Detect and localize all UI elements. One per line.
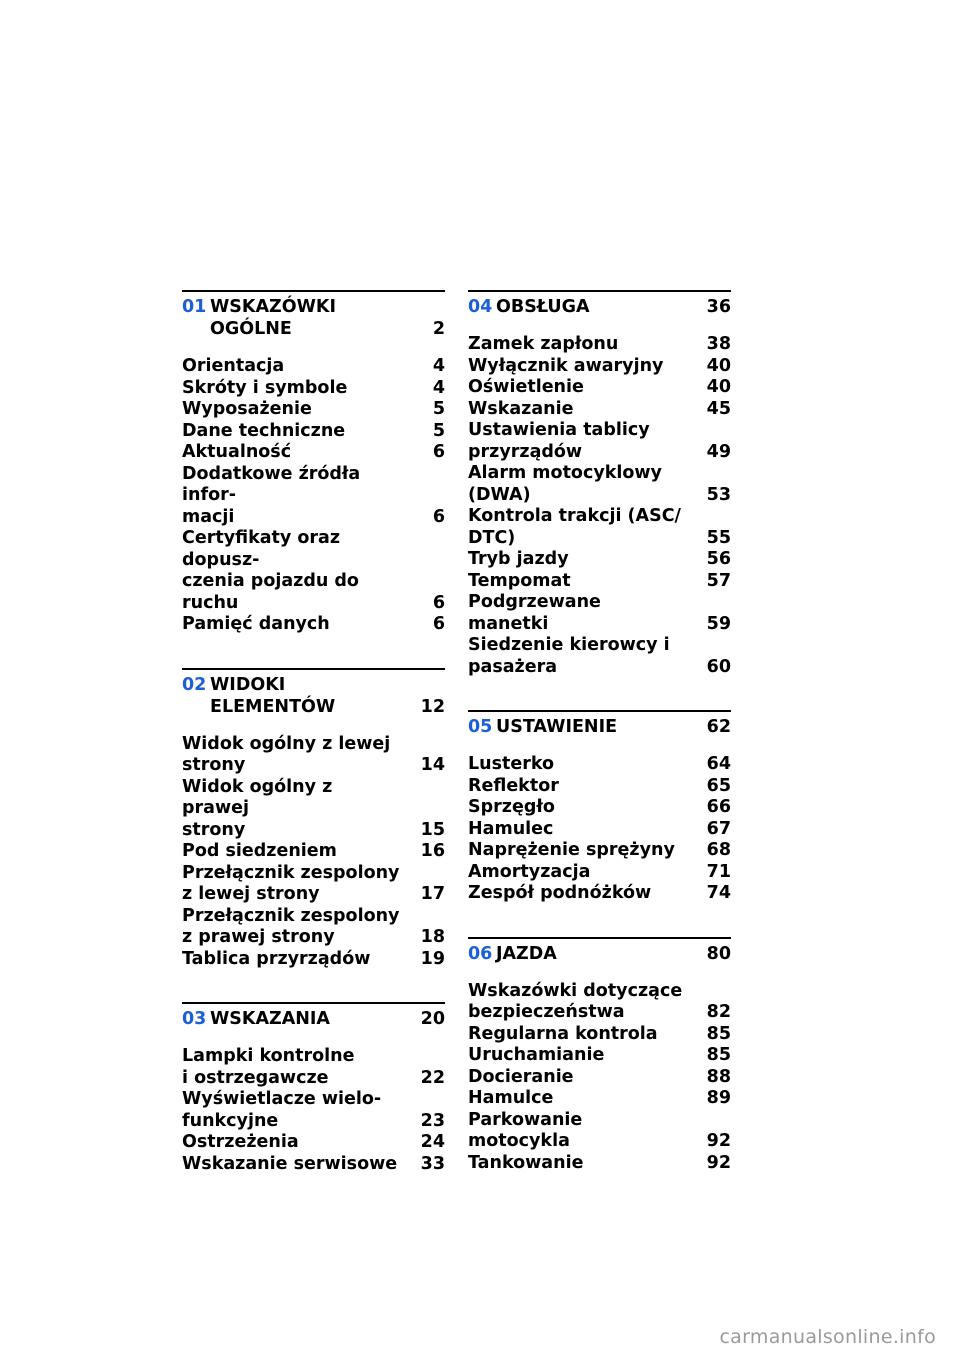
toc-entry-page: 53: [706, 484, 731, 505]
section-page-number: 20: [420, 1009, 445, 1029]
toc-section-04: [468, 290, 731, 678]
toc-entry-page: 38: [706, 334, 731, 354]
toc-entry[interactable]: [182, 1132, 445, 1154]
toc-entry-label: Przełącznik zespolony z prawej strony: [182, 905, 400, 947]
toc-entry[interactable]: [182, 1154, 445, 1176]
toc-entry-page: 40: [706, 355, 731, 376]
toc-entry-label: Regularna kontrola: [468, 1023, 658, 1044]
toc-entry[interactable]: [182, 863, 445, 906]
watermark: carmanualsonline.info: [719, 1326, 936, 1348]
toc-entry[interactable]: [468, 981, 731, 1024]
toc-entry-label: Lampki kontrolne i ostrzegawcze: [182, 1046, 355, 1088]
toc-entry[interactable]: [468, 635, 731, 678]
toc-entry[interactable]: [182, 356, 445, 378]
toc-entry-page: 64: [706, 754, 731, 774]
toc-entry-page: 4: [432, 377, 445, 398]
toc-entry-page: 6: [432, 506, 445, 527]
toc-entry-page: 55: [706, 527, 731, 548]
toc-entry-label: Wyłącznik awaryjny: [468, 355, 664, 376]
toc-entry-label: Naprężenie sprężyny: [468, 840, 675, 860]
toc-entry-page: 82: [706, 1002, 731, 1022]
toc-entry-page: 6: [432, 442, 445, 462]
toc-entry[interactable]: [468, 883, 731, 905]
toc-entry-page: 15: [420, 819, 445, 840]
toc-entry-page: 6: [432, 592, 445, 613]
toc-entry-label: Wskazówki dotyczące bezpieczeństwa: [468, 980, 683, 1022]
toc-entry-page: 74: [706, 883, 731, 903]
section-heading[interactable]: [182, 1008, 445, 1030]
toc-entry[interactable]: [468, 420, 731, 463]
toc-entry[interactable]: [468, 819, 731, 841]
toc-entry-page: 45: [706, 398, 731, 419]
toc-column-left: [182, 290, 445, 1207]
section-page-number: 12: [420, 696, 445, 717]
toc-entry-label: Sprzęgło: [468, 797, 555, 817]
section-page-number: 36: [706, 297, 731, 317]
toc-entry[interactable]: [468, 463, 731, 506]
toc-entry[interactable]: [182, 777, 445, 842]
toc-entry-label: Widok ogólny z prawej strony: [182, 776, 333, 840]
toc-entry-page: 85: [706, 1023, 731, 1044]
toc-entry-label: Zamek zapłonu: [468, 334, 619, 354]
toc-entry-label: Podgrzewane manetki: [468, 592, 601, 634]
section-number: 02: [182, 674, 207, 695]
section-page-number: 2: [432, 319, 445, 339]
toc-entry[interactable]: [468, 592, 731, 635]
toc-entry-page: 88: [706, 1066, 731, 1087]
toc-entry-page: 57: [706, 570, 731, 591]
section-page-number: 80: [706, 943, 731, 964]
toc-entry-label: Wyposażenie: [182, 399, 312, 419]
toc-entry-label: Pamięć danych: [182, 614, 330, 634]
toc-section-05: [468, 710, 731, 905]
section-heading[interactable]: [182, 296, 445, 340]
toc-entry[interactable]: [468, 1153, 731, 1175]
toc-entry-label: Aktualność: [182, 442, 292, 462]
toc-entry[interactable]: [468, 1067, 731, 1089]
toc-entry-page: 56: [706, 549, 731, 569]
toc-entry-label: Lusterko: [468, 754, 555, 774]
toc-entry-page: 6: [432, 614, 445, 634]
toc-entry-page: 85: [706, 1045, 731, 1065]
toc-entry[interactable]: [182, 464, 445, 529]
toc-entry-page: 19: [420, 948, 445, 969]
toc-entry[interactable]: [182, 528, 445, 614]
toc-entry[interactable]: [468, 1024, 731, 1046]
section-number: 01: [182, 297, 207, 317]
toc-entry-page: 4: [432, 356, 445, 376]
toc-entry-label: Skróty i symbole: [182, 377, 348, 398]
toc-entry[interactable]: [182, 734, 445, 777]
toc-entry[interactable]: [182, 614, 445, 636]
toc-entry-page: 92: [706, 1131, 731, 1151]
toc-entry[interactable]: [468, 840, 731, 862]
toc-entry-label: Tryb jazdy: [468, 549, 569, 569]
toc-entry-label: Dane techniczne: [182, 420, 346, 441]
toc-entry[interactable]: [468, 399, 731, 421]
toc-entry-label: Tablica przyrządów: [182, 948, 371, 969]
toc-entry[interactable]: [182, 841, 445, 863]
section-title: USTAWIENIE: [496, 717, 618, 737]
toc-entry[interactable]: [182, 949, 445, 971]
toc-entry[interactable]: [182, 1089, 445, 1132]
toc-entry[interactable]: [468, 549, 731, 571]
toc-entry-page: 67: [706, 818, 731, 839]
toc-entry-page: 23: [420, 1110, 445, 1131]
toc-entry-label: Uruchamianie: [468, 1045, 605, 1065]
toc-entry-page: 66: [706, 797, 731, 817]
toc-entry-label: Hamulec: [468, 818, 554, 839]
toc-entry[interactable]: [468, 776, 731, 798]
toc-section-03: [182, 1002, 445, 1175]
toc-entry[interactable]: [182, 421, 445, 443]
section-title: WIDOKI ELEMENTÓW: [210, 674, 336, 717]
section-heading[interactable]: [182, 674, 445, 718]
toc-entry-label: Tempomat: [468, 570, 571, 591]
toc-entry[interactable]: [182, 442, 445, 464]
section-title: OBSŁUGA: [496, 297, 590, 317]
section-title: WSKAZANIA: [210, 1009, 330, 1029]
toc-column-right: [468, 290, 731, 1206]
toc-entry-label: Wyświetlacze wielo- funkcyjne: [182, 1089, 382, 1131]
toc-entry-label: Amortyzacja: [468, 861, 591, 882]
toc-entry-label: Alarm motocyklowy (DWA): [468, 463, 662, 505]
toc-entry-label: Docieranie: [468, 1066, 574, 1087]
toc-entry-label: Siedzenie kierowcy i pasażera: [468, 635, 670, 677]
toc-entry-label: Przełącznik zespolony z lewej strony: [182, 862, 400, 904]
toc-entry-page: 14: [420, 755, 445, 775]
toc-entry-label: Reflektor: [468, 775, 559, 796]
toc-entry-label: Ostrzeżenia: [182, 1132, 299, 1152]
toc-entry-page: 5: [432, 420, 445, 441]
toc-entry-label: Hamulce: [468, 1088, 554, 1108]
toc-entry-label: Oświetlenie: [468, 377, 584, 397]
toc-entry-label: Orientacja: [182, 356, 285, 376]
toc-entry-label: Wskazanie: [468, 398, 574, 419]
toc-entry-page: 68: [706, 840, 731, 860]
section-heading[interactable]: [468, 943, 731, 965]
section-number: 03: [182, 1009, 207, 1029]
toc-entry[interactable]: [468, 506, 731, 549]
toc-section-01: [182, 290, 445, 636]
section-number: 05: [468, 717, 493, 737]
toc-entry[interactable]: [468, 1110, 731, 1153]
toc-section-02: [182, 668, 445, 971]
toc-entry-label: Wskazanie serwisowe: [182, 1153, 398, 1174]
toc-entry[interactable]: [468, 862, 731, 884]
toc-entry[interactable]: [468, 377, 731, 399]
toc-entry[interactable]: [468, 571, 731, 593]
toc-entry-page: 65: [706, 775, 731, 796]
toc-entry-page: 89: [706, 1088, 731, 1108]
toc-entry[interactable]: [468, 356, 731, 378]
toc-entry-label: Tankowanie: [468, 1152, 584, 1173]
toc-entry[interactable]: [468, 1088, 731, 1110]
toc-entry-page: 22: [420, 1067, 445, 1088]
toc-entry[interactable]: [468, 334, 731, 356]
toc-entry-page: 60: [706, 656, 731, 677]
toc-entry-page: 49: [706, 441, 731, 462]
toc-entry[interactable]: [182, 1046, 445, 1089]
section-page-number: 62: [706, 717, 731, 737]
toc-entry[interactable]: [468, 754, 731, 776]
toc-entry-page: 33: [420, 1153, 445, 1174]
toc-entry-page: 59: [706, 613, 731, 634]
toc-entry-label: Zespół podnóżków: [468, 883, 652, 903]
toc-entry[interactable]: [182, 906, 445, 949]
toc-section-06: [468, 937, 731, 1175]
toc-entry[interactable]: [468, 797, 731, 819]
section-heading[interactable]: [468, 296, 731, 318]
toc-entry-page: 40: [706, 377, 731, 397]
toc-entry-label: Kontrola trakcji (ASC/ DTC): [468, 506, 681, 548]
toc-entry[interactable]: [182, 378, 445, 400]
toc-entry-label: Pod siedzeniem: [182, 841, 337, 861]
toc-entry-page: 17: [420, 884, 445, 904]
toc-entry-label: Dodatkowe źródła infor- macji: [182, 463, 361, 527]
toc-entry[interactable]: [182, 399, 445, 421]
toc-entry-page: 5: [432, 399, 445, 419]
toc-entry-label: Certyfikaty oraz dopusz- czenia pojazdu do ruchu: [182, 528, 359, 613]
toc-entry-page: 92: [706, 1152, 731, 1173]
toc-entry-page: 18: [420, 927, 445, 947]
toc-entry-page: 24: [420, 1132, 445, 1152]
section-number: 06: [468, 943, 493, 964]
section-number: 04: [468, 297, 493, 317]
toc-entry-page: 71: [706, 861, 731, 882]
toc-entry-label: Ustawienia tablicy przyrządów: [468, 420, 650, 462]
toc-entry[interactable]: [468, 1045, 731, 1067]
section-title: JAZDA: [496, 943, 557, 964]
section-title: WSKAZÓWKI OGÓLNE: [210, 297, 336, 339]
section-heading[interactable]: [468, 716, 731, 738]
toc-entry-page: 16: [420, 841, 445, 861]
toc-entry-label: Parkowanie motocykla: [468, 1109, 583, 1151]
toc-entry-label: Widok ogólny z lewej strony: [182, 733, 391, 775]
